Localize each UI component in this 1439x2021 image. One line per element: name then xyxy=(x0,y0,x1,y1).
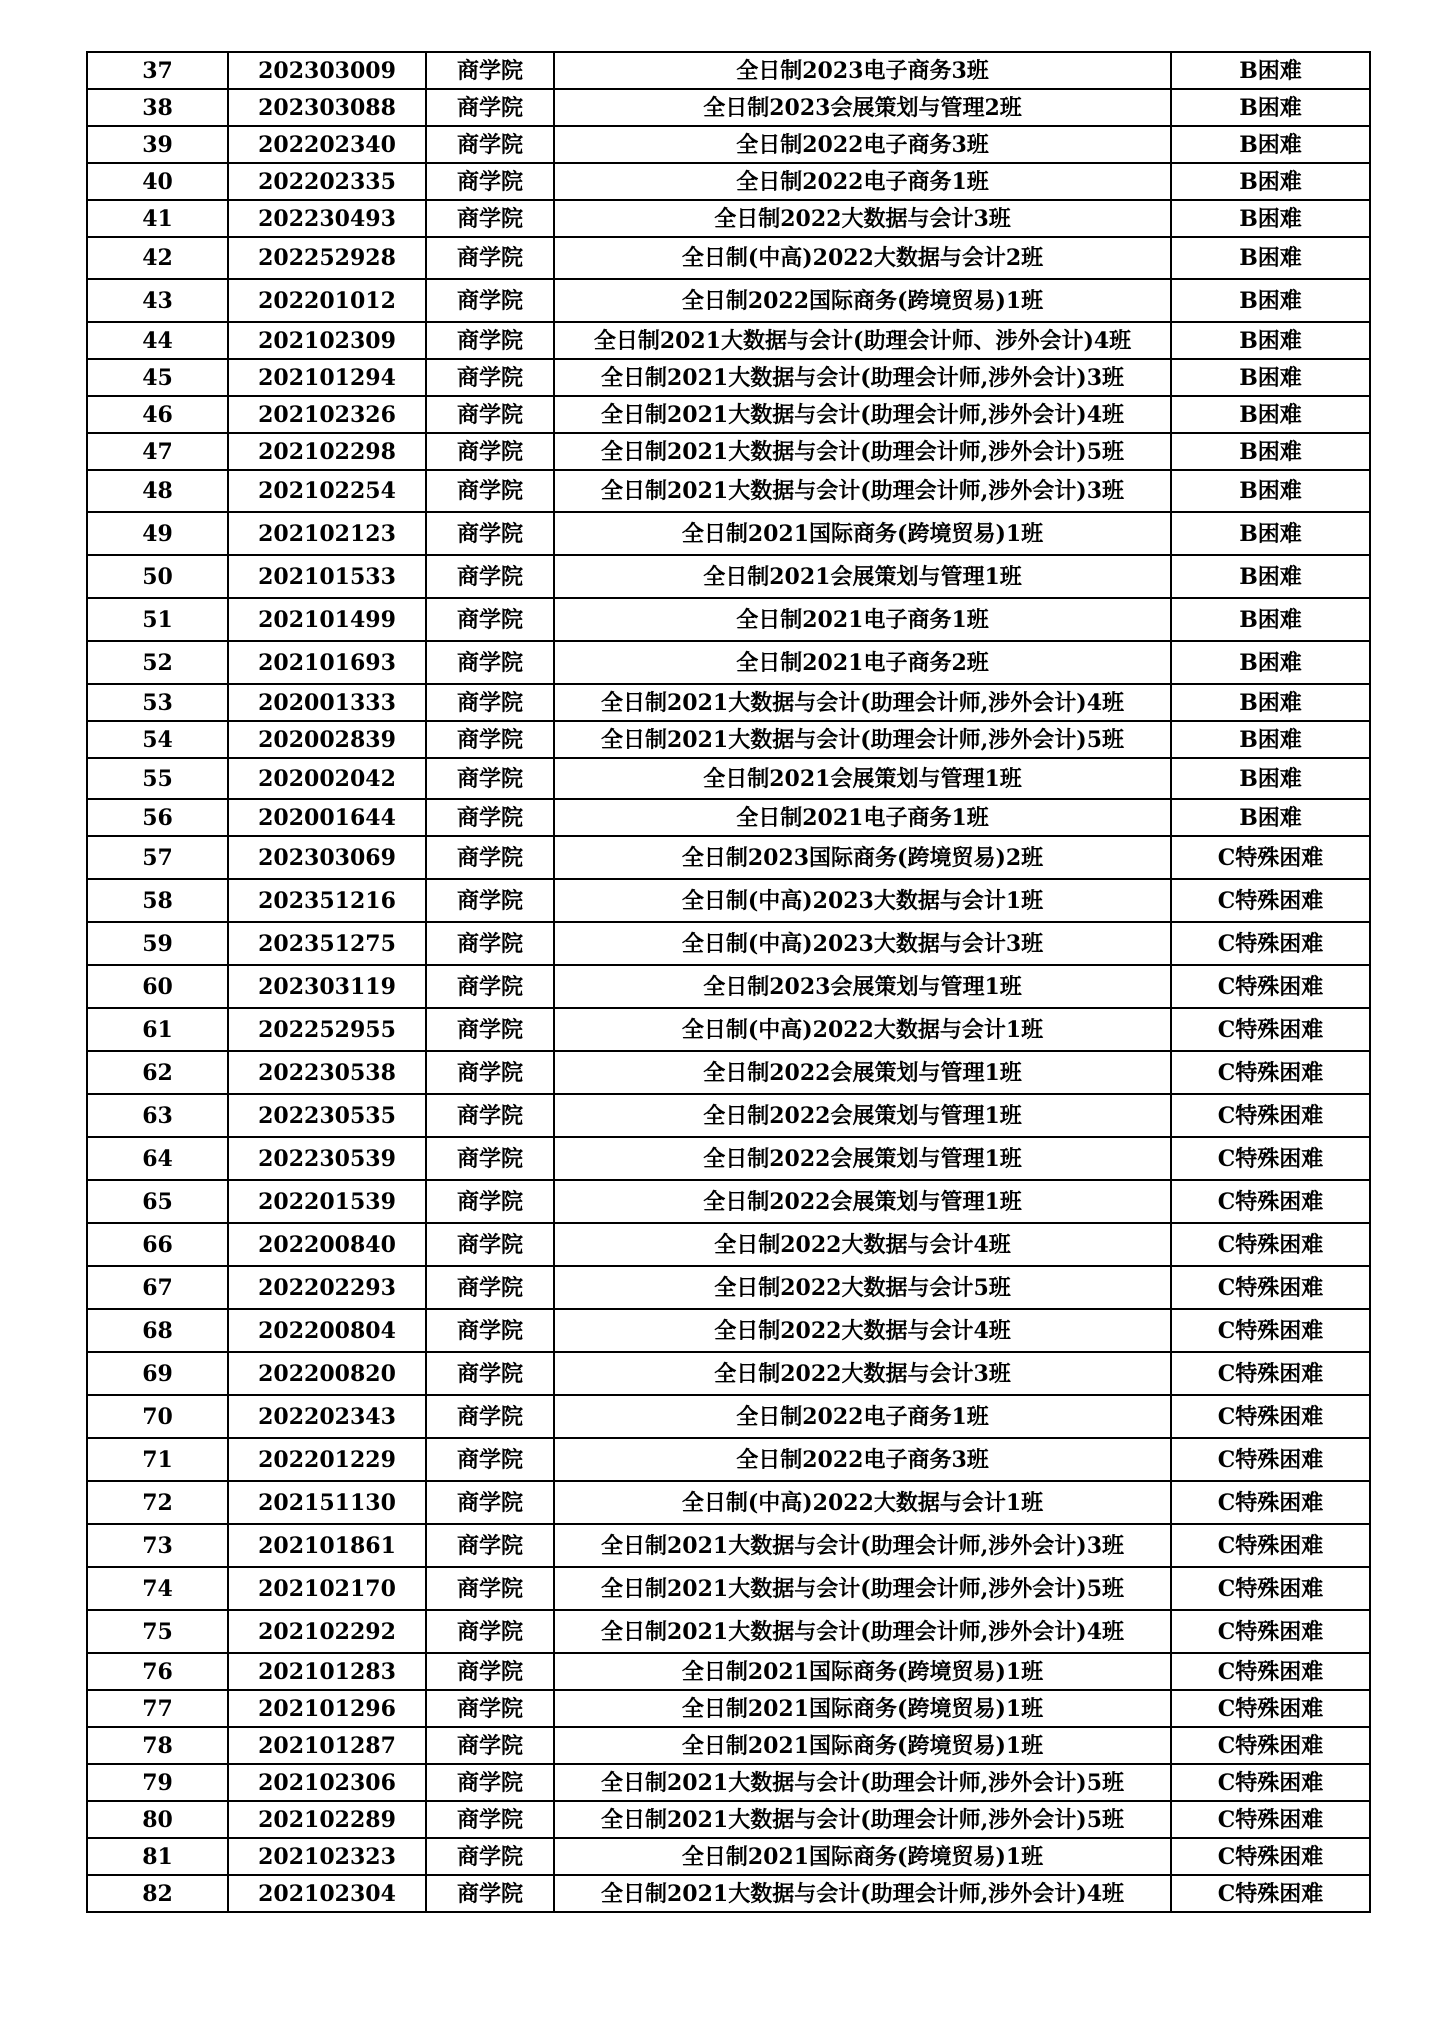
student-id: 202202343 xyxy=(228,1395,426,1438)
student-id: 202252928 xyxy=(228,237,426,279)
aid-level: B困难 xyxy=(1171,684,1370,721)
table-row xyxy=(87,322,1370,359)
aid-level: B困难 xyxy=(1171,641,1370,684)
student-id: 202102323 xyxy=(228,1838,426,1875)
table-row xyxy=(87,1875,1370,1912)
table-row xyxy=(87,799,1370,836)
college-name: 商学院 xyxy=(426,684,554,721)
class-name: 全日制2021大数据与会计(助理会计师,涉外会计)3班 xyxy=(554,470,1171,512)
class-name: 全日制(中高)2022大数据与会计1班 xyxy=(554,1008,1171,1051)
row-number: 74 xyxy=(87,1567,228,1610)
class-name: 全日制2023国际商务(跨境贸易)2班 xyxy=(554,836,1171,879)
aid-level: C特殊困难 xyxy=(1171,922,1370,965)
row-number: 43 xyxy=(87,279,228,322)
aid-level: C特殊困难 xyxy=(1171,1395,1370,1438)
class-name: 全日制2021大数据与会计(助理会计师,涉外会计)3班 xyxy=(554,1524,1171,1567)
aid-level: C特殊困难 xyxy=(1171,1727,1370,1764)
college-name: 商学院 xyxy=(426,1524,554,1567)
row-number: 59 xyxy=(87,922,228,965)
student-id: 202201539 xyxy=(228,1180,426,1223)
college-name: 商学院 xyxy=(426,1395,554,1438)
student-id: 202230538 xyxy=(228,1051,426,1094)
table-body xyxy=(87,52,1370,1912)
college-name: 商学院 xyxy=(426,1180,554,1223)
student-id: 202101294 xyxy=(228,359,426,396)
table-row xyxy=(87,1180,1370,1223)
student-aid-table xyxy=(86,51,1371,1913)
class-name: 全日制2023会展策划与管理2班 xyxy=(554,89,1171,126)
student-aid-table-page xyxy=(86,51,1369,1913)
aid-level: C特殊困难 xyxy=(1171,1051,1370,1094)
student-id: 202001644 xyxy=(228,799,426,836)
student-id: 202102298 xyxy=(228,433,426,470)
row-number: 52 xyxy=(87,641,228,684)
aid-level: B困难 xyxy=(1171,279,1370,322)
college-name: 商学院 xyxy=(426,1438,554,1481)
aid-level: B困难 xyxy=(1171,237,1370,279)
class-name: 全日制2022大数据与会计5班 xyxy=(554,1266,1171,1309)
aid-level: C特殊困难 xyxy=(1171,1008,1370,1051)
student-id: 202303069 xyxy=(228,836,426,879)
table-row xyxy=(87,1727,1370,1764)
student-id: 202200840 xyxy=(228,1223,426,1266)
table-row xyxy=(87,1610,1370,1653)
class-name: 全日制2021大数据与会计(助理会计师,涉外会计)3班 xyxy=(554,359,1171,396)
aid-level: C特殊困难 xyxy=(1171,879,1370,922)
student-id: 202101499 xyxy=(228,598,426,641)
row-number: 73 xyxy=(87,1524,228,1567)
aid-level: B困难 xyxy=(1171,52,1370,89)
row-number: 45 xyxy=(87,359,228,396)
student-id: 202201229 xyxy=(228,1438,426,1481)
row-number: 60 xyxy=(87,965,228,1008)
student-id: 202002839 xyxy=(228,721,426,758)
class-name: 全日制2022国际商务(跨境贸易)1班 xyxy=(554,279,1171,322)
class-name: 全日制2022会展策划与管理1班 xyxy=(554,1094,1171,1137)
aid-level: B困难 xyxy=(1171,470,1370,512)
aid-level: C特殊困难 xyxy=(1171,1266,1370,1309)
class-name: 全日制(中高)2023大数据与会计1班 xyxy=(554,879,1171,922)
class-name: 全日制2023电子商务3班 xyxy=(554,52,1171,89)
row-number: 61 xyxy=(87,1008,228,1051)
aid-level: B困难 xyxy=(1171,799,1370,836)
student-id: 202102309 xyxy=(228,322,426,359)
class-name: 全日制2021电子商务1班 xyxy=(554,799,1171,836)
row-number: 77 xyxy=(87,1690,228,1727)
table-row xyxy=(87,126,1370,163)
table-row xyxy=(87,758,1370,799)
row-number: 67 xyxy=(87,1266,228,1309)
aid-level: C特殊困难 xyxy=(1171,1875,1370,1912)
row-number: 66 xyxy=(87,1223,228,1266)
college-name: 商学院 xyxy=(426,396,554,433)
class-name: 全日制2022大数据与会计3班 xyxy=(554,200,1171,237)
class-name: 全日制2022电子商务3班 xyxy=(554,1438,1171,1481)
college-name: 商学院 xyxy=(426,1764,554,1801)
row-number: 56 xyxy=(87,799,228,836)
college-name: 商学院 xyxy=(426,879,554,922)
college-name: 商学院 xyxy=(426,433,554,470)
row-number: 71 xyxy=(87,1438,228,1481)
student-id: 202151130 xyxy=(228,1481,426,1524)
table-row xyxy=(87,922,1370,965)
table-row xyxy=(87,52,1370,89)
class-name: 全日制2021会展策划与管理1班 xyxy=(554,555,1171,598)
table-row xyxy=(87,1008,1370,1051)
class-name: 全日制2021大数据与会计(助理会计师,涉外会计)4班 xyxy=(554,684,1171,721)
college-name: 商学院 xyxy=(426,598,554,641)
student-id: 202202335 xyxy=(228,163,426,200)
college-name: 商学院 xyxy=(426,1008,554,1051)
college-name: 商学院 xyxy=(426,1875,554,1912)
college-name: 商学院 xyxy=(426,836,554,879)
table-row xyxy=(87,200,1370,237)
aid-level: B困难 xyxy=(1171,758,1370,799)
row-number: 53 xyxy=(87,684,228,721)
college-name: 商学院 xyxy=(426,1309,554,1352)
table-row xyxy=(87,1051,1370,1094)
row-number: 38 xyxy=(87,89,228,126)
row-number: 57 xyxy=(87,836,228,879)
aid-level: C特殊困难 xyxy=(1171,1801,1370,1838)
aid-level: C特殊困难 xyxy=(1171,965,1370,1008)
table-row xyxy=(87,1690,1370,1727)
college-name: 商学院 xyxy=(426,799,554,836)
student-id: 202001333 xyxy=(228,684,426,721)
student-id: 202102289 xyxy=(228,1801,426,1838)
row-number: 64 xyxy=(87,1137,228,1180)
aid-level: C特殊困难 xyxy=(1171,1567,1370,1610)
class-name: 全日制2021国际商务(跨境贸易)1班 xyxy=(554,512,1171,555)
class-name: 全日制2021电子商务1班 xyxy=(554,598,1171,641)
student-id: 202102170 xyxy=(228,1567,426,1610)
college-name: 商学院 xyxy=(426,512,554,555)
table-row xyxy=(87,1481,1370,1524)
student-id: 202230493 xyxy=(228,200,426,237)
table-row xyxy=(87,1395,1370,1438)
table-row xyxy=(87,396,1370,433)
college-name: 商学院 xyxy=(426,1051,554,1094)
row-number: 50 xyxy=(87,555,228,598)
class-name: 全日制(中高)2022大数据与会计2班 xyxy=(554,237,1171,279)
aid-level: C特殊困难 xyxy=(1171,1524,1370,1567)
student-id: 202101287 xyxy=(228,1727,426,1764)
table-row xyxy=(87,1764,1370,1801)
class-name: 全日制2022会展策划与管理1班 xyxy=(554,1180,1171,1223)
student-id: 202200820 xyxy=(228,1352,426,1395)
aid-level: B困难 xyxy=(1171,322,1370,359)
student-id: 202102304 xyxy=(228,1875,426,1912)
table-row xyxy=(87,879,1370,922)
college-name: 商学院 xyxy=(426,1690,554,1727)
aid-level: C特殊困难 xyxy=(1171,1653,1370,1690)
college-name: 商学院 xyxy=(426,1223,554,1266)
class-name: 全日制2021大数据与会计(助理会计师,涉外会计)4班 xyxy=(554,396,1171,433)
aid-level: B困难 xyxy=(1171,396,1370,433)
row-number: 42 xyxy=(87,237,228,279)
table-row xyxy=(87,1094,1370,1137)
row-number: 47 xyxy=(87,433,228,470)
student-id: 202102123 xyxy=(228,512,426,555)
college-name: 商学院 xyxy=(426,1137,554,1180)
class-name: 全日制2022会展策划与管理1班 xyxy=(554,1137,1171,1180)
row-number: 62 xyxy=(87,1051,228,1094)
college-name: 商学院 xyxy=(426,1727,554,1764)
table-row xyxy=(87,470,1370,512)
class-name: 全日制2021国际商务(跨境贸易)1班 xyxy=(554,1690,1171,1727)
college-name: 商学院 xyxy=(426,721,554,758)
aid-level: C特殊困难 xyxy=(1171,1690,1370,1727)
student-id: 202351216 xyxy=(228,879,426,922)
row-number: 80 xyxy=(87,1801,228,1838)
student-id: 202102254 xyxy=(228,470,426,512)
row-number: 58 xyxy=(87,879,228,922)
row-number: 46 xyxy=(87,396,228,433)
college-name: 商学院 xyxy=(426,200,554,237)
college-name: 商学院 xyxy=(426,89,554,126)
student-id: 202102292 xyxy=(228,1610,426,1653)
aid-level: B困难 xyxy=(1171,89,1370,126)
aid-level: B困难 xyxy=(1171,163,1370,200)
table-row xyxy=(87,1801,1370,1838)
class-name: 全日制2021会展策划与管理1班 xyxy=(554,758,1171,799)
row-number: 75 xyxy=(87,1610,228,1653)
row-number: 41 xyxy=(87,200,228,237)
class-name: 全日制2021国际商务(跨境贸易)1班 xyxy=(554,1838,1171,1875)
table-row xyxy=(87,1309,1370,1352)
college-name: 商学院 xyxy=(426,1610,554,1653)
college-name: 商学院 xyxy=(426,1266,554,1309)
college-name: 商学院 xyxy=(426,359,554,396)
college-name: 商学院 xyxy=(426,1567,554,1610)
table-row xyxy=(87,641,1370,684)
class-name: 全日制2021大数据与会计(助理会计师,涉外会计)5班 xyxy=(554,721,1171,758)
college-name: 商学院 xyxy=(426,1838,554,1875)
table-row xyxy=(87,163,1370,200)
college-name: 商学院 xyxy=(426,52,554,89)
row-number: 40 xyxy=(87,163,228,200)
aid-level: C特殊困难 xyxy=(1171,1180,1370,1223)
student-id: 202351275 xyxy=(228,922,426,965)
row-number: 78 xyxy=(87,1727,228,1764)
row-number: 49 xyxy=(87,512,228,555)
student-id: 202200804 xyxy=(228,1309,426,1352)
college-name: 商学院 xyxy=(426,1653,554,1690)
college-name: 商学院 xyxy=(426,965,554,1008)
row-number: 63 xyxy=(87,1094,228,1137)
table-row xyxy=(87,1567,1370,1610)
class-name: 全日制2022大数据与会计4班 xyxy=(554,1223,1171,1266)
college-name: 商学院 xyxy=(426,163,554,200)
table-row xyxy=(87,684,1370,721)
class-name: 全日制2021大数据与会计(助理会计师,涉外会计)4班 xyxy=(554,1875,1171,1912)
class-name: 全日制2021大数据与会计(助理会计师,涉外会计)5班 xyxy=(554,1764,1171,1801)
class-name: 全日制2022会展策划与管理1班 xyxy=(554,1051,1171,1094)
row-number: 79 xyxy=(87,1764,228,1801)
student-id: 202101861 xyxy=(228,1524,426,1567)
college-name: 商学院 xyxy=(426,126,554,163)
table-row xyxy=(87,433,1370,470)
college-name: 商学院 xyxy=(426,922,554,965)
aid-level: C特殊困难 xyxy=(1171,1764,1370,1801)
aid-level: C特殊困难 xyxy=(1171,1610,1370,1653)
class-name: 全日制2022大数据与会计3班 xyxy=(554,1352,1171,1395)
table-row xyxy=(87,1223,1370,1266)
table-row xyxy=(87,512,1370,555)
table-row xyxy=(87,1352,1370,1395)
aid-level: C特殊困难 xyxy=(1171,1094,1370,1137)
row-number: 55 xyxy=(87,758,228,799)
aid-level: B困难 xyxy=(1171,598,1370,641)
row-number: 82 xyxy=(87,1875,228,1912)
student-id: 202202340 xyxy=(228,126,426,163)
table-row xyxy=(87,237,1370,279)
student-id: 202230539 xyxy=(228,1137,426,1180)
student-id: 202252955 xyxy=(228,1008,426,1051)
aid-level: C特殊困难 xyxy=(1171,1137,1370,1180)
student-id: 202101283 xyxy=(228,1653,426,1690)
table-row xyxy=(87,555,1370,598)
aid-level: C特殊困难 xyxy=(1171,1438,1370,1481)
row-number: 37 xyxy=(87,52,228,89)
aid-level: C特殊困难 xyxy=(1171,836,1370,879)
student-id: 202101533 xyxy=(228,555,426,598)
student-id: 202303119 xyxy=(228,965,426,1008)
table-row xyxy=(87,1838,1370,1875)
aid-level: C特殊困难 xyxy=(1171,1309,1370,1352)
aid-level: B困难 xyxy=(1171,433,1370,470)
aid-level: B困难 xyxy=(1171,512,1370,555)
student-id: 202002042 xyxy=(228,758,426,799)
class-name: 全日制2022电子商务3班 xyxy=(554,126,1171,163)
row-number: 69 xyxy=(87,1352,228,1395)
row-number: 76 xyxy=(87,1653,228,1690)
row-number: 70 xyxy=(87,1395,228,1438)
student-id: 202303009 xyxy=(228,52,426,89)
class-name: 全日制2021大数据与会计(助理会计师、涉外会计)4班 xyxy=(554,322,1171,359)
class-name: 全日制2022大数据与会计4班 xyxy=(554,1309,1171,1352)
row-number: 72 xyxy=(87,1481,228,1524)
table-row xyxy=(87,1438,1370,1481)
class-name: 全日制2021大数据与会计(助理会计师,涉外会计)5班 xyxy=(554,1801,1171,1838)
class-name: 全日制2022电子商务1班 xyxy=(554,1395,1171,1438)
row-number: 48 xyxy=(87,470,228,512)
college-name: 商学院 xyxy=(426,1094,554,1137)
aid-level: B困难 xyxy=(1171,555,1370,598)
class-name: 全日制2021大数据与会计(助理会计师,涉外会计)5班 xyxy=(554,1567,1171,1610)
aid-level: C特殊困难 xyxy=(1171,1481,1370,1524)
student-id: 202101693 xyxy=(228,641,426,684)
college-name: 商学院 xyxy=(426,470,554,512)
student-id: 202102326 xyxy=(228,396,426,433)
aid-level: C特殊困难 xyxy=(1171,1352,1370,1395)
class-name: 全日制2021大数据与会计(助理会计师,涉外会计)5班 xyxy=(554,433,1171,470)
table-row xyxy=(87,89,1370,126)
table-row xyxy=(87,359,1370,396)
aid-level: B困难 xyxy=(1171,126,1370,163)
college-name: 商学院 xyxy=(426,555,554,598)
student-id: 202202293 xyxy=(228,1266,426,1309)
table-row xyxy=(87,279,1370,322)
table-row xyxy=(87,598,1370,641)
row-number: 54 xyxy=(87,721,228,758)
class-name: 全日制2023会展策划与管理1班 xyxy=(554,965,1171,1008)
row-number: 68 xyxy=(87,1309,228,1352)
college-name: 商学院 xyxy=(426,322,554,359)
student-id: 202101296 xyxy=(228,1690,426,1727)
table-row xyxy=(87,836,1370,879)
student-id: 202303088 xyxy=(228,89,426,126)
college-name: 商学院 xyxy=(426,758,554,799)
student-id: 202201012 xyxy=(228,279,426,322)
college-name: 商学院 xyxy=(426,1801,554,1838)
class-name: 全日制2021国际商务(跨境贸易)1班 xyxy=(554,1727,1171,1764)
aid-level: B困难 xyxy=(1171,359,1370,396)
college-name: 商学院 xyxy=(426,1352,554,1395)
row-number: 39 xyxy=(87,126,228,163)
class-name: 全日制(中高)2022大数据与会计1班 xyxy=(554,1481,1171,1524)
row-number: 65 xyxy=(87,1180,228,1223)
class-name: 全日制(中高)2023大数据与会计3班 xyxy=(554,922,1171,965)
aid-level: B困难 xyxy=(1171,200,1370,237)
aid-level: C特殊困难 xyxy=(1171,1838,1370,1875)
class-name: 全日制2021国际商务(跨境贸易)1班 xyxy=(554,1653,1171,1690)
table-row xyxy=(87,1524,1370,1567)
table-row xyxy=(87,965,1370,1008)
row-number: 44 xyxy=(87,322,228,359)
aid-level: C特殊困难 xyxy=(1171,1223,1370,1266)
table-row xyxy=(87,721,1370,758)
table-row xyxy=(87,1137,1370,1180)
row-number: 51 xyxy=(87,598,228,641)
class-name: 全日制2022电子商务1班 xyxy=(554,163,1171,200)
class-name: 全日制2021电子商务2班 xyxy=(554,641,1171,684)
college-name: 商学院 xyxy=(426,1481,554,1524)
aid-level: B困难 xyxy=(1171,721,1370,758)
row-number: 81 xyxy=(87,1838,228,1875)
student-id: 202230535 xyxy=(228,1094,426,1137)
college-name: 商学院 xyxy=(426,237,554,279)
class-name: 全日制2021大数据与会计(助理会计师,涉外会计)4班 xyxy=(554,1610,1171,1653)
college-name: 商学院 xyxy=(426,641,554,684)
table-row xyxy=(87,1653,1370,1690)
college-name: 商学院 xyxy=(426,279,554,322)
student-id: 202102306 xyxy=(228,1764,426,1801)
table-row xyxy=(87,1266,1370,1309)
